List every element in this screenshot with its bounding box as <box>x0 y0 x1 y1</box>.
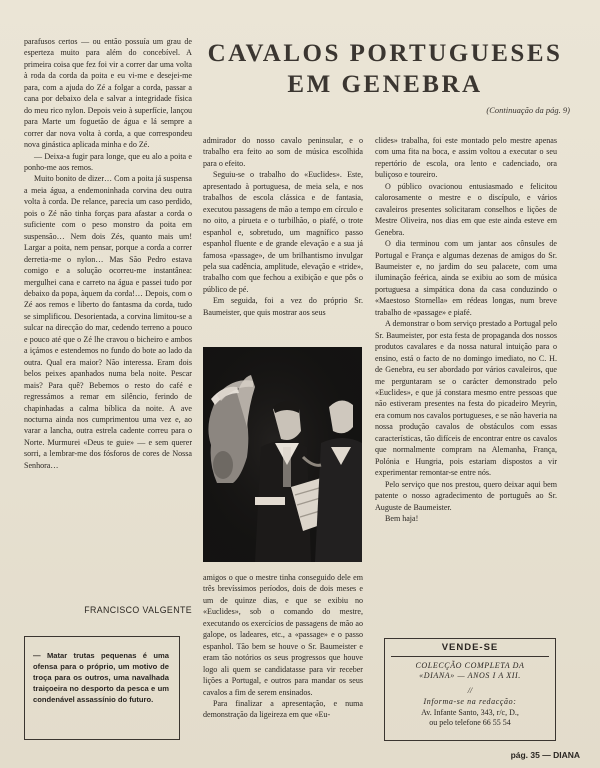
title-line-2: EM GENEBRA <box>287 71 483 98</box>
paragraph: Seguiu-se o trabalho do «Euclides». Este, apresentado à portuguesa, de meia sela, e nos trabalhos de escola clássica e de fantasia, executou passagens de mão a tempo em círculo e no oito, a pirueta e o turbilhão, o piafé, o trote espanhol e, sobretudo, um magnífico passo espanhol fluente e de grande elevação e a sua já famosa «passage», de um brilhantismo invulgar pela sua cadência, amplitude, elevação e «tride», trabalho com que fechou a exibição e que pôs o público de pé. <box>203 170 363 294</box>
column-3 <box>375 135 557 524</box>
ad-line: Informa-se na redacção: <box>423 697 517 706</box>
paragraph: Bem haja! <box>385 513 419 523</box>
column-2-top <box>203 135 363 318</box>
paragraph: admirador do nosso cavalo peninsular, e o trabalho era feito ao som de música escolhida para o efeito. <box>203 136 363 168</box>
paragraph: Pelo serviço que nos prestou, quero deixar aqui bem patente o nosso agradecimento de português ao Sr. Auguste de Baumeister. <box>375 479 557 512</box>
classified-ad <box>384 638 556 741</box>
paragraph: O público ovacionou entusiasmado e felicitou calorosamente o mestre e o discípulo, e vários cavaleiros presentes solicitaram conselhos e lições de Mestre Oliveira, nos dias em que este ainda esteve em Genebra. <box>375 181 557 237</box>
horse-photo <box>203 347 362 562</box>
ad-line: Av. Infante Santo, 343, r/c, D., <box>421 707 519 717</box>
ad-line: COLECÇÃO COMPLETA DA <box>415 660 525 670</box>
title-line-1: CAVALOS PORTUGUESES <box>207 40 563 67</box>
ad-line: ou pelo telefone 66 55 54 <box>429 718 511 727</box>
paragraph: amigos o que o mestre tinha conseguido dele em três brevíssimos períodos, dois de dois meses e um de quinze dias, e que se exibiu no «Euclides», sob o comando do mestre, executando os exercícios de passagens de mão ao galope, os ladeares, etc., a «passage» e o passo espanhol. Tão bem se houve o Sr. Baumeister e eram tão notórios os seus progressos que houve logo ali quem se candidatasse para vir receber lições a Portugal, e outros para mandar os seus cavalos a fim de serem ensinados. <box>203 573 363 697</box>
paragraph: clides» trabalha, foi este montado pelo mestre apenas com uma fita na boca, e assim voltou a executar o seu repertório de escola, ora lento e cadenciado, ora buliçoso e toureiro. <box>375 136 557 180</box>
ad-title: VENDE-SE <box>391 642 549 657</box>
horse-photo-illustration <box>203 347 362 562</box>
paragraph: A demonstrar o bom serviço prestado a Portugal pelo Sr. Baumeister, por esta festa de propaganda dos nossos produtos cavalares e da nossa natural intuição para o ensino, está o facto de no domingo imediato, no C. H. de Genebra, eu ser abordado por vários cavaleiros, que me perguntaram se o carácter demonstrado pelo «Euclides», e que já constara mesmo entre pessoas que não estiveram presentes na festa do picadeiro Meyrin, era comum nos cavalos portugueses, e se não haveria na nossa produção cavalos de obstáculos com essas características, tão difíceis de encontrar entre os cavalos que normalmente compram na Alemanha, França, Polónia e Hungria, pois estariam dispostos a vir experimentar remontar-se entre nós. <box>375 319 557 478</box>
paragraph: O dia terminou com um jantar aos cônsules de Portugal e França e algumas dezenas de amigos do Sr. Baumeister e, no jardim do seu palacete, com uma iluminação feérica, ainda se exibiu ao som de música portuguesa a simpática dona da casa conduzindo o «Maestoso Stornella» em rédeas longas, num breve trabalho de «passage» e piafé. <box>375 239 557 317</box>
page-footer: pág. 35 — DIANA <box>510 750 580 760</box>
paragraph: parafusos certos — ou então possuía um grau de esperteza muito para além do concebível. A primeira coisa que fez foi vir a correr dar uma volta à roda da corda da poita e eu vi-me e desejei-me para, com a ajuda do Zé a folgar a corda, passar a cana por debaixo dela e salvar a integridade física do meu rico nylon. Depois veio à superfície, lançou para Marte um foguetão de água e lá sempre a correr dar nova volta à corda, a que correspondeu nova ginástica aplicada minha e do Zé. <box>24 37 192 150</box>
column-2-bottom <box>203 572 363 721</box>
paragraph: Para finalizar a apresentação, e numa demonstração da ligeireza em que «Eu- <box>203 698 363 720</box>
ad-separator: // <box>467 685 473 695</box>
paragraph: Em seguida, foi a vez do próprio Sr. Baumeister, que quis mostrar aos seus <box>203 296 363 317</box>
author-signature: FRANCISCO VALGENTE <box>84 605 192 615</box>
column-1-story-ending <box>24 36 192 471</box>
article-title <box>196 38 574 100</box>
ad-line: «DIANA» — ANOS I A XII. <box>419 671 521 680</box>
quote-box: — Matar trutas pequenas é uma ofensa para o próprio, um motivo de troça para os outros, uma navalhada traiçoeira no desporto da pesca e um condenável assassínio do futuro. <box>24 636 180 740</box>
paragraph: Muito bonito de dizer… Com a poita já suspensa a meia água, a endemoninhada corvina deu outra volta à corda. De relance, parecia um caso perdido, pois o Zé não tinha forças para afastar a corda o suficiente com o peso monstro da poita em suspensão… Nem dois Zés, quanto mais um! Largar a poita, nem pensar, porque a corda a correr derretia-me o nylon… Mas São Pedro estava comigo e a solução ocorreu-me instantânea: mergulhei cana e carreto na água e passei tudo por debaixo da popa, àquem da corda!… Depois, com o Zé aos remos e liberto do fantasma da corda, tudo se simplificou. Desorientada, a corvina limitou-se a sulcar na direcção do mar, cedendo terreno a pouco e pouco até que o Zé lhe cravou o bicheiro e ambos a içámos e estendemos no fundo do bote ao lado da outra. Qual era maior? Não interessa. Eram dois belos peixes apanhados numa bela noite. Pescar mais? Para quê? Bebemos o resto do café e regressámos a remar em silêncio, ferindo de chapinhadas a calma bíblica da noite. A ave nocturna ainda nos cumprimentou uma vez e, ao varar a lancha, outra estrela cadente correu para o Norte. Murmurei «Deus te guie» — e sem querer sorri, a lembrar-me dos fósforos de cores de Nossa Senhora… <box>24 174 192 470</box>
paragraph: — Deixa-a fugir para longe, que eu alo a poita e ponho-me aos remos. <box>24 151 192 172</box>
continuation-note: (Continuação da pág. 9) <box>486 105 570 115</box>
